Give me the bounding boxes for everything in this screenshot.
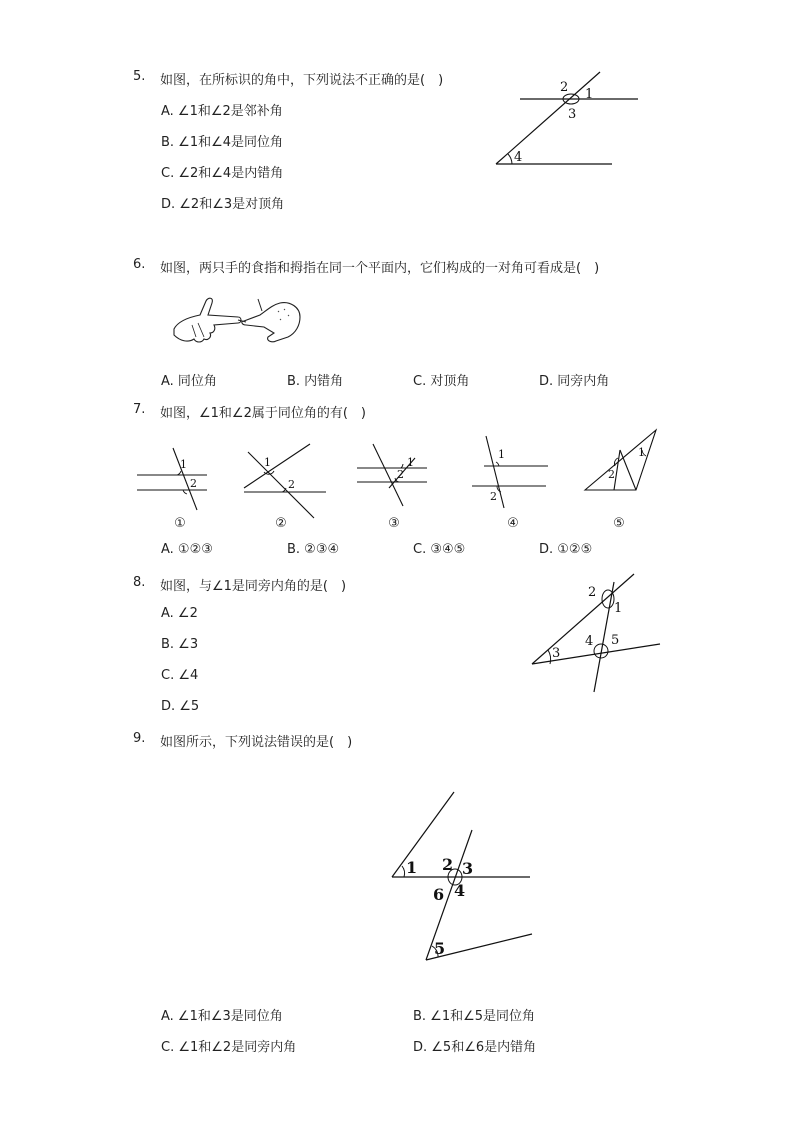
angle-label: 1 xyxy=(407,456,414,469)
question-stem: 如图，在所标识的角中，下列说法不正确的是( ) xyxy=(160,73,444,88)
angle-label: 3 xyxy=(568,107,577,122)
option-d[interactable]: D. 同旁内角 xyxy=(539,374,610,389)
figure-caption: ① xyxy=(174,516,186,531)
angle-label: 5 xyxy=(434,939,446,958)
option-c[interactable]: C. ∠1和∠2是同旁内角 xyxy=(161,1040,297,1055)
option-b[interactable]: B. ∠1和∠5是同位角 xyxy=(413,1009,536,1024)
option-c[interactable]: C. 对顶角 xyxy=(413,374,470,389)
option-b[interactable]: B. ②③④ xyxy=(287,542,340,557)
option-d[interactable]: D. ∠5和∠6是内错角 xyxy=(413,1040,537,1055)
angle-label: 6 xyxy=(433,885,445,904)
q7-figure-4 xyxy=(470,436,550,512)
option-a[interactable]: A. ∠1和∠3是同位角 xyxy=(161,1009,283,1024)
angle-label: 1 xyxy=(264,456,271,469)
angle-label: 3 xyxy=(552,646,561,661)
angle-label: 4 xyxy=(585,634,594,649)
figure-caption: ③ xyxy=(388,516,400,531)
question-stem: 如图，两只手的食指和拇指在同一个平面内，它们构成的一对角可看成是( ) xyxy=(160,261,600,276)
angle-label: 1 xyxy=(614,601,623,616)
option-c[interactable]: C. ∠4 xyxy=(161,668,199,683)
option-c[interactable]: C. ∠2和∠4是内错角 xyxy=(161,166,284,181)
option-c[interactable]: C. ③④⑤ xyxy=(413,542,466,557)
angle-label: 1 xyxy=(498,448,505,461)
q7-figure-3 xyxy=(355,440,435,512)
question-stem: 如图，与∠1是同旁内角的是( ) xyxy=(160,579,347,594)
angle-label: 2 xyxy=(608,468,615,481)
option-a[interactable]: A. 同位角 xyxy=(161,374,217,389)
option-a[interactable]: A. ∠1和∠2是邻补角 xyxy=(161,104,283,119)
angle-label: 2 xyxy=(190,477,197,490)
angle-label: 2 xyxy=(442,855,454,874)
angle-label: 2 xyxy=(560,80,569,95)
option-d[interactable]: D. ∠2和∠3是对顶角 xyxy=(161,197,285,212)
q8-figure xyxy=(528,568,668,698)
angle-label: 2 xyxy=(490,490,497,503)
figure-caption: ② xyxy=(275,516,287,531)
q9-figure xyxy=(388,790,538,965)
q5-figure xyxy=(490,66,650,176)
angle-label: 3 xyxy=(462,859,474,878)
option-b[interactable]: B. 内错角 xyxy=(287,374,344,389)
angle-label: 1 xyxy=(406,858,418,877)
question-number: 6. xyxy=(133,257,146,272)
q7-figure-1 xyxy=(135,440,215,510)
angle-label: 1 xyxy=(180,458,187,471)
angle-label: 2 xyxy=(288,478,295,491)
q7-figure-5 xyxy=(582,428,662,494)
angle-label: 2 xyxy=(588,585,597,600)
q7-figure-2 xyxy=(242,440,332,512)
question-number: 9. xyxy=(133,731,146,746)
figure-caption: ④ xyxy=(507,516,519,531)
figure-caption: ⑤ xyxy=(613,516,625,531)
angle-label: 4 xyxy=(454,881,466,900)
angle-label: 1 xyxy=(585,87,594,102)
question-number: 7. xyxy=(133,402,146,417)
question-stem: 如图，∠1和∠2属于同位角的有( ) xyxy=(160,406,366,421)
angle-label: 5 xyxy=(611,633,620,648)
option-b[interactable]: B. ∠3 xyxy=(161,637,199,652)
option-d[interactable]: D. ①②⑤ xyxy=(539,542,593,557)
question-number: 8. xyxy=(133,575,146,590)
angle-label: 4 xyxy=(514,150,523,165)
hands-figure xyxy=(168,293,308,348)
option-b[interactable]: B. ∠1和∠4是同位角 xyxy=(161,135,284,150)
angle-label: 1 xyxy=(638,446,645,459)
question-number: 5. xyxy=(133,69,146,84)
option-d[interactable]: D. ∠5 xyxy=(161,699,200,714)
angle-label: 2 xyxy=(397,468,404,481)
option-a[interactable]: A. ①②③ xyxy=(161,542,213,557)
option-a[interactable]: A. ∠2 xyxy=(161,606,198,621)
question-stem: 如图所示，下列说法错误的是( ) xyxy=(160,735,353,750)
